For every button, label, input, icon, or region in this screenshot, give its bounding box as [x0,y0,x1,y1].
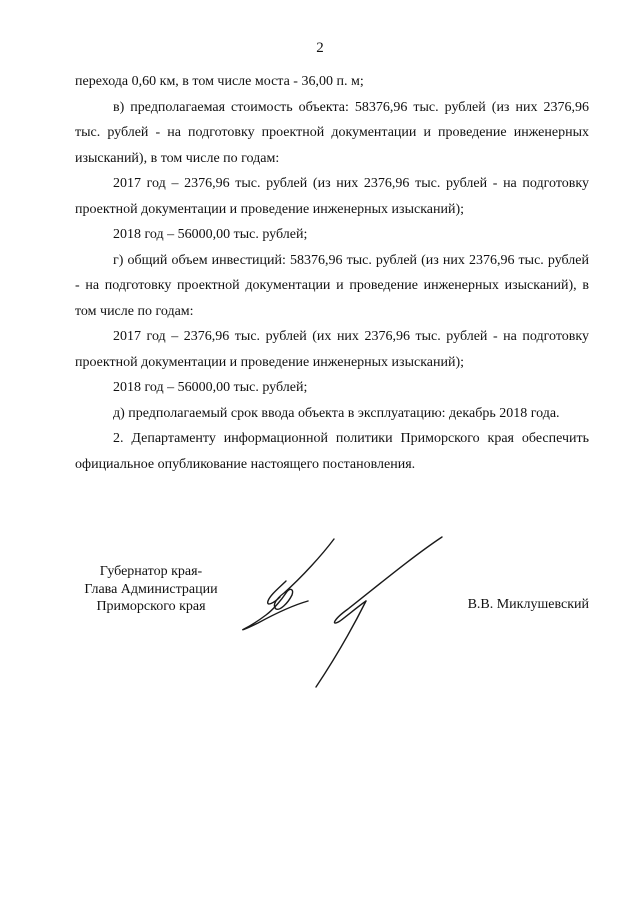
paragraph-estimated-cost: в) предполагаемая стоимость объекта: 58376,96 тыс. рублей (из них 2376,96 тыс. рублей - на подготовку проектной документации и проведение инженерных изысканий), в том числе по годам: [75,99,589,166]
page-number: 2 [316,40,324,56]
handwritten-signature [236,525,466,695]
paragraph-commissioning-date: д) предполагаемый срок ввода объекта в эксплуатацию: декабрь 2018 года. [113,405,560,421]
document-body [75,69,589,477]
paragraph-total-investment: г) общий объем инвестиций: 58376,96 тыс. рублей (из них 2376,96 тыс. рублей - на подготовку проектной документации и проведение инженерных изысканий), в том числе по годам: [75,252,589,319]
paragraph-investment-2018: 2018 год – 56000,00 тыс. рублей; [113,380,308,395]
signatory-title [75,563,227,616]
signatory-name: В.В. Миклушевский [467,597,589,612]
paragraph-investment-2017: 2017 год – 2376,96 тыс. рублей (их них 2376,96 тыс. рублей - на подготовку проектной документации и проведение инженерных изысканий); [75,329,589,370]
paragraph-cost-2017: 2017 год – 2376,96 тыс. рублей (из них 2376,96 тыс. рублей - на подготовку проектной документации и проведение инженерных изысканий); [75,176,589,217]
paragraph-cost-2018: 2018 год – 56000,00 тыс. рублей; [113,227,308,242]
paragraph-publication-order: 2. Департаменту информационной политики Приморского края обеспечить официальное опубликование настоящего постановления. [75,431,589,472]
signatory-title-line: Губернатор края- [99,564,203,579]
signatory-title-line: Глава Администрации [84,581,218,597]
signatory-title-line: Приморского края [96,599,206,614]
paragraph-crossing-length: перехода 0,60 км, в том числе моста - 36,00 п. м; [75,74,364,89]
